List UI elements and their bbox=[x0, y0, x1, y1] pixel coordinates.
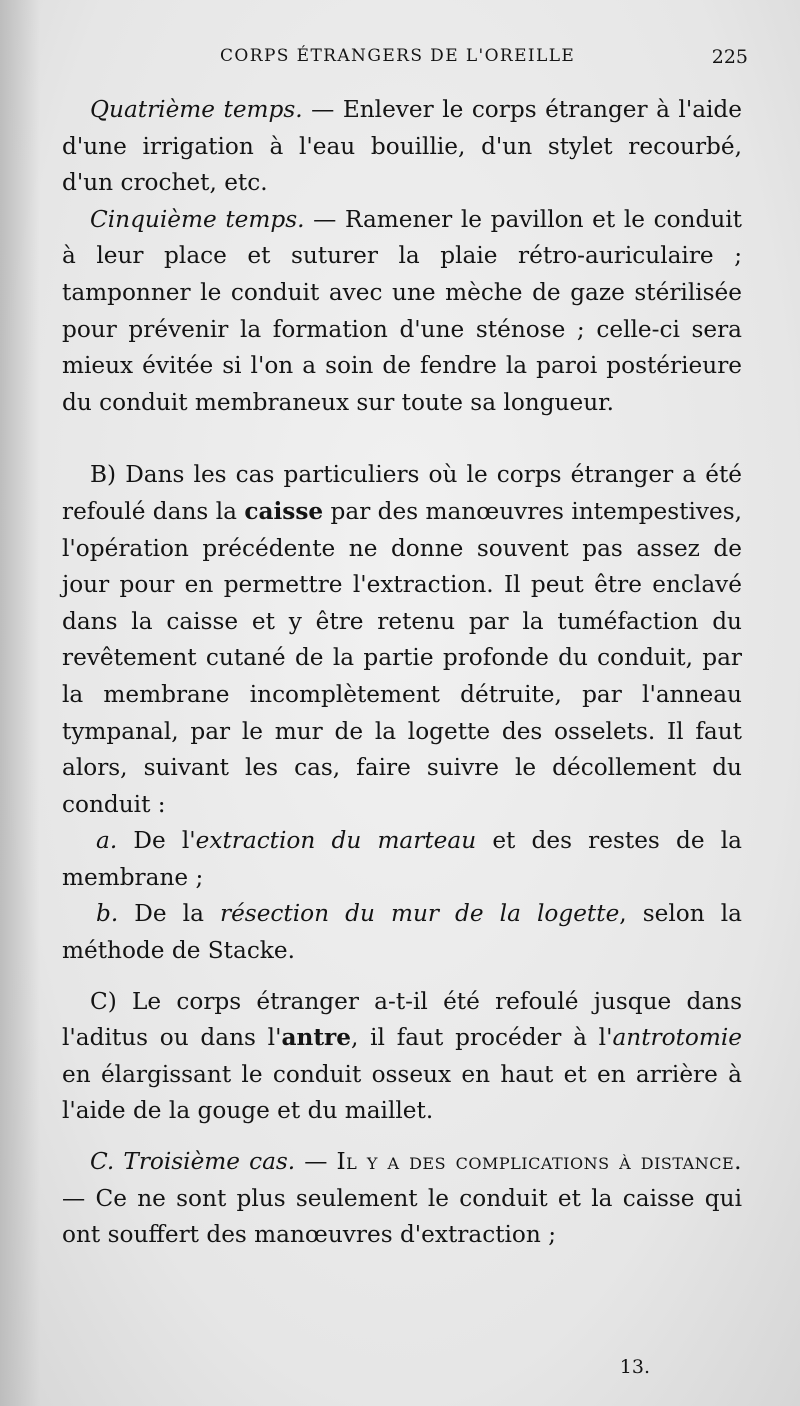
paragraph-b-caisse: B) Dans les cas particuliers où le corps étranger a été refoulé dans la caisse par des manœuvres intempestives, l'opération précédente ne donne souvent pas assez de jour pour en permettre l'extraction. Il peut être enclavé dans la caisse et y être retenu par la tuméfaction du revêtement cutané de la partie profonde du conduit, par la membrane incomplètement détruite, par l'anneau tympanal, par le mur de la logette des osselets. Il faut alors, suivant les cas, faire suivre le décollement du conduit : bbox=[62, 461, 742, 818]
italic-term: extraction du marteau bbox=[195, 827, 477, 855]
running-title: CORPS ÉTRANGERS DE L'OREILLE bbox=[220, 46, 576, 66]
italic-term: antrotomie bbox=[612, 1024, 742, 1052]
paragraph-cinquieme-temps: Cinquième temps. — Ramener le pavillon et le conduit à leur place et suturer la plaie rétro-auriculaire ; tamponner le conduit avec une mèche de gaze stérilisée pour prévenir la formation d'une sténose ; celle-ci sera mieux évitée si l'on a soin de fendre la paroi postérieure du conduit membraneux sur toute sa longueur. bbox=[62, 205, 742, 416]
page-number: 225 bbox=[711, 46, 748, 68]
step-text: Enlever le corps étranger à l'aide d'une irrigation à l'eau bouillie, d'un stylet recourbé, d'un crochet, etc. bbox=[62, 96, 743, 197]
case-label: C. Troisième cas. bbox=[90, 1148, 296, 1176]
list-letter: a. bbox=[96, 827, 118, 855]
list-item-b: b. De la résection du mur de la logette, selon la méthode de Stacke. bbox=[62, 900, 742, 965]
signature-mark: 13. bbox=[619, 1356, 650, 1378]
step-label: Quatrième temps. bbox=[90, 96, 303, 123]
italic-term: résection du mur de la logette bbox=[220, 900, 620, 928]
list-item-a: a. De l'extraction du marteau et des restes de la membrane ; bbox=[62, 827, 742, 891]
paragraph-troisieme-cas: C. Troisième cas. — Il y a des complications à distance. — Ce ne sont plus seulement le conduit et la caisse qui ont souffert des manœuvres d'extraction ; bbox=[62, 1148, 743, 1249]
bold-term: caisse bbox=[244, 497, 324, 525]
body-text bbox=[62, 92, 742, 1254]
step-text: Ramener le pavillon et le conduit à leur place et suturer la plaie rétro-auriculaire ; tamponner le conduit avec une mèche de gaze stérilisée pour prévenir la formation d'une sténose ; celle-ci sera mieux évitée si l'on a soin de fendre la paroi postérieure du conduit membraneux sur toute sa longueur. bbox=[62, 205, 742, 416]
small-caps-heading: Il y a des complications à distance. bbox=[336, 1148, 743, 1176]
page-header bbox=[62, 46, 748, 76]
page-edge-shadow bbox=[0, 0, 40, 1406]
bold-term: antre bbox=[281, 1024, 352, 1052]
step-label: Cinquième temps. bbox=[90, 205, 305, 233]
paragraph-quatrieme-temps: Quatrième temps. — Enlever le corps étranger à l'aide d'une irrigation à l'eau bouillie, d'un stylet recourbé, d'un crochet, etc. bbox=[62, 96, 743, 197]
list-letter: b. bbox=[96, 900, 119, 928]
paragraph-c-antre: C) Le corps étranger a-t-il été refoulé jusque dans l'aditus ou dans l'antre, il faut procéder à l'antrotomie en élargissant le conduit osseux en haut et en arrière à l'aide de la gouge et du maillet. bbox=[62, 987, 742, 1125]
